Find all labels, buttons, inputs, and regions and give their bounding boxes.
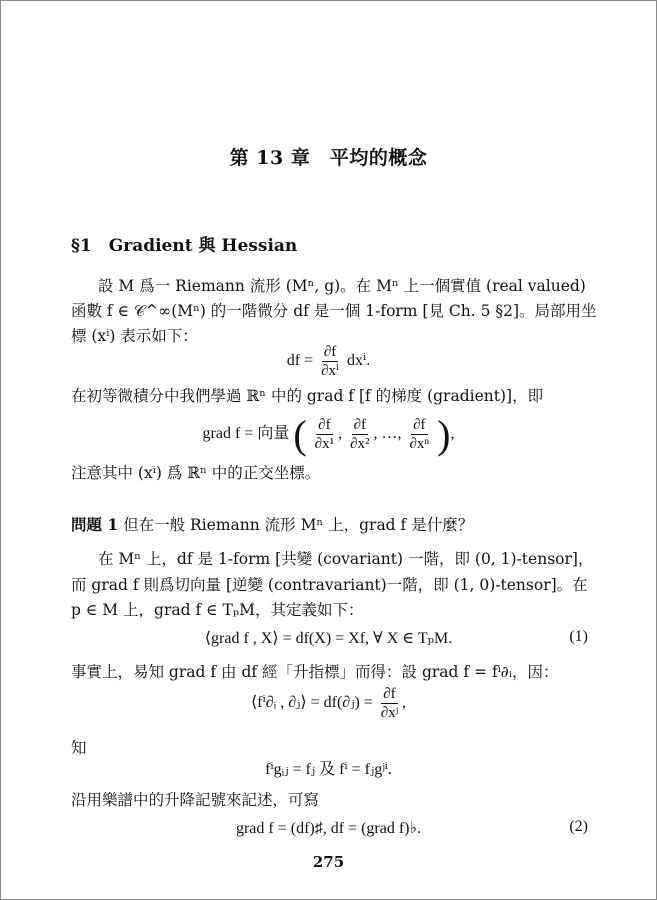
music-line: 沿用樂譜中的升降記號來記述，可寫 xyxy=(71,791,320,809)
know-line: 知 xyxy=(71,739,87,757)
problem-1 xyxy=(71,513,473,535)
fraction xyxy=(408,416,432,453)
fraction-numerator: ∂f xyxy=(353,417,366,433)
fraction xyxy=(313,416,336,453)
intro-line-2: 函數 f ∈ 𝒞^∞(Mⁿ) 的一階微分 df 是一個 1-form [見 Ch. 5 §2]。局部用坐 xyxy=(71,302,597,320)
chapter-title: 第 13 章 平均的概念 xyxy=(229,147,428,169)
fraction-denominator: ∂xʲ xyxy=(380,705,399,721)
page-number: 275 xyxy=(312,853,345,871)
equation-number-2: (2) xyxy=(569,818,588,835)
fraction xyxy=(348,416,371,453)
intro-line-1: 設 M 爲一 Riemann 流形 (Mⁿ, g)。在 Mⁿ 上一個實值 (real valued) xyxy=(98,277,586,295)
fraction-numerator: ∂f xyxy=(323,344,337,360)
fraction-numerator: ∂f xyxy=(413,417,426,433)
equation-end: , xyxy=(450,425,455,443)
equation-df-lhs: df = xyxy=(286,352,314,370)
equation-1: ⟨grad f , X⟩ = df(X) = Xf, ∀ X ∈ TₚM. xyxy=(204,630,453,647)
equation-inner xyxy=(1,685,656,722)
fraction xyxy=(319,343,341,380)
ellipsis: …, xyxy=(381,425,402,443)
problem-label: 問題 1 xyxy=(71,515,119,534)
para2-line-2: 而 grad f 則爲切向量 [逆變 (contravariant)一階，即 (1, 0)-tensor]。在 xyxy=(71,576,588,594)
fact-line: 事實上，易知 grad f 由 df 經「升指標」而得：設 grad f = fⁱ∂ᵢ，因： xyxy=(71,663,559,681)
equation-end: , xyxy=(402,694,407,712)
equation-2: grad f = (df)♯, df = (grad f)♭. xyxy=(235,820,422,837)
calculus-line: 在初等微積分中我們學過 ℝⁿ 中的 grad f [f 的梯度 (gradient)]，即 xyxy=(71,387,544,405)
fraction-numerator: ∂f xyxy=(383,686,396,702)
equation-df-rhs: dxⁱ. xyxy=(347,352,371,370)
fraction-denominator: ∂xⁱ xyxy=(321,363,340,379)
problem-text: 但在一般 Riemann 流形 Mⁿ 上，grad f 是什麼？ xyxy=(123,516,474,534)
fraction xyxy=(379,685,400,722)
equation-metric: fⁱgᵢⱼ = fⱼ 及 fⁱ = fⱼgʲⁱ. xyxy=(265,761,392,778)
fraction-numerator: ∂f xyxy=(318,417,331,433)
equation-grad-lhs: grad f = 向量 xyxy=(202,425,290,443)
right-paren: ) xyxy=(437,412,451,457)
note-line: 注意其中 (xⁱ) 爲 ℝⁿ 中的正交坐標。 xyxy=(71,464,321,482)
section-heading: §1 Gradient 與 Hessian xyxy=(71,236,298,256)
equation-df xyxy=(1,343,656,380)
left-paren: ( xyxy=(293,412,307,457)
para2-line-3: p ∈ M 上，grad f ∈ TₚM，其定義如下： xyxy=(71,601,364,619)
equation-inner-lhs: ⟨fⁱ∂ᵢ , ∂ⱼ⟩ = df(∂ⱼ) = xyxy=(250,694,373,712)
fraction-denominator: ∂x² xyxy=(350,436,370,452)
fraction-denominator: ∂x¹ xyxy=(314,436,335,452)
intro-line-3: 標 (xⁱ) 表示如下： xyxy=(71,327,198,345)
para2-line-1: 在 Mⁿ 上，df 是 1-form [共變 (covariant) 一階，即 (0, 1)-tensor]， xyxy=(98,550,594,568)
equation-grad: grad f = 向量 ( $\frac{\partial f}{\text{∂x¹}}$ , $\frac{\partial f}{\text{∂x²}}$ , …, $\frac{\partial f}{\text{∂xⁿ}}$ ), xyxy=(202,412,455,457)
fraction-denominator: ∂xⁿ xyxy=(409,436,430,452)
equation-number-1: (1) xyxy=(569,628,588,645)
